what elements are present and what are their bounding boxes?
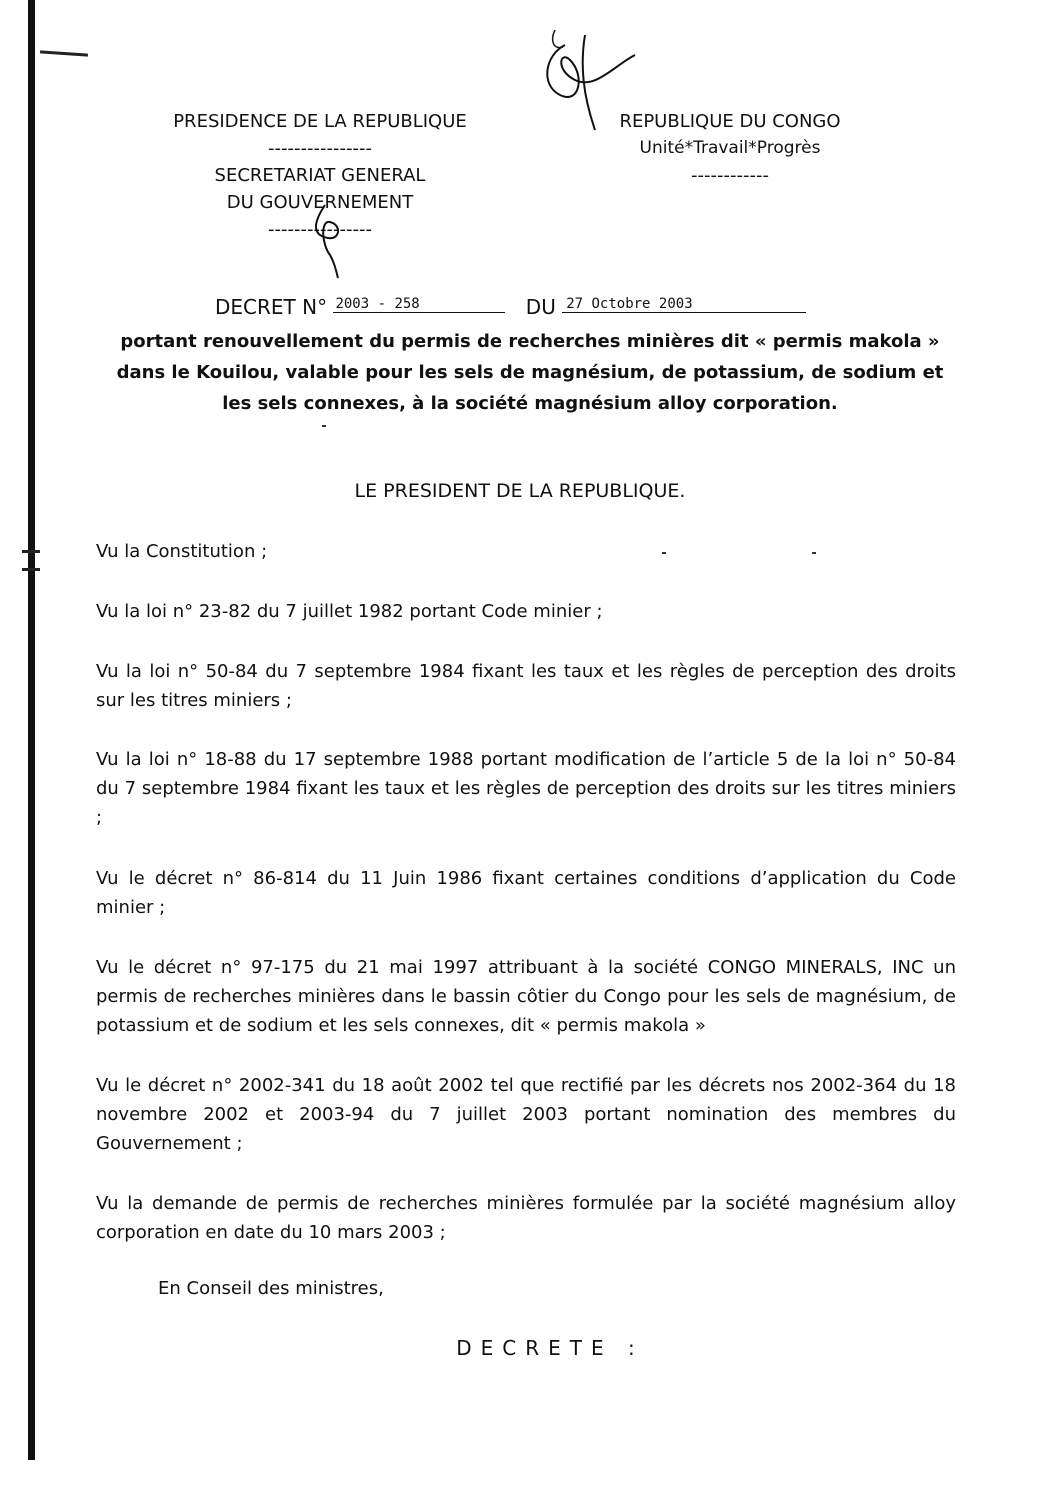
subject-line: les sels connexes, à la société magnésium alloy corporation. — [222, 393, 838, 414]
scan-mark — [22, 568, 40, 571]
subject-line: dans le Kouilou, valable pour les sels de magnésium, de potassium, de sodium et — [116, 362, 944, 383]
president-heading: LE PRESIDENT DE LA REPUBLIQUE. — [354, 480, 686, 502]
presidence-title: PRESIDENCE DE LA REPUBLIQUE — [173, 111, 467, 132]
visa-paragraph: Vu le décret n° 86-814 du 11 Juin 1986 fixant certaines conditions d’application du Code minier ; — [96, 868, 956, 918]
visa-paragraph: Vu la loi n° 23-82 du 7 juillet 1982 portant Code minier ; — [96, 601, 603, 622]
decree-date-label: DU — [525, 295, 556, 319]
scan-border-line — [28, 0, 35, 1460]
conseil-line: En Conseil des ministres, — [158, 1278, 384, 1299]
separator: ------------ — [691, 165, 769, 186]
visa-paragraph: Vu la demande de permis de recherches minières formulée par la société magnésium alloy corporation en date du 10 mars 2003 ; — [96, 1193, 956, 1243]
decree-subject — [100, 326, 960, 419]
handwritten-paraph — [300, 200, 360, 280]
separator: ---------------- — [268, 138, 372, 159]
visa-paragraph: Vu la loi n° 50-84 du 7 septembre 1984 fixant les taux et les règles de perception des droits sur les titres miniers ; — [96, 661, 956, 711]
decrete-heading: DECRETE : — [456, 1336, 644, 1360]
secretariat-title: SECRETARIAT GENERAL — [214, 165, 426, 186]
scan-speck — [812, 552, 816, 554]
visa-paragraph: Vu le décret n° 97-175 du 21 mai 1997 attribuant à la société CONGO MINERALS, INC un permis de recherches minières dans le bassin côtier du Congo pour les sels de magnésium, de potassium et de sodium et les sels connexes, dit « permis makola » — [96, 957, 956, 1036]
visa-paragraph: Vu le décret n° 2002-341 du 18 août 2002 tel que rectifié par les décrets nos 2002-364 du 18 novembre 2002 et 2003-94 du 7 juillet 2003 portant nomination des membres du Gouvernement ; — [96, 1075, 956, 1154]
scan-speck — [322, 425, 326, 427]
visa-paragraph: Vu la Constitution ; — [96, 541, 268, 562]
visa-paragraph: Vu la loi n° 18-88 du 17 septembre 1988 portant modification de l’article 5 de la loi n° 50-84 du 7 septembre 1984 fixant les taux et les règles de perception des droits sur les titres miniers ; — [96, 749, 956, 828]
scan-mark — [22, 550, 40, 553]
subject-line: portant renouvellement du permis de recherches minières dit « permis makola » — [120, 331, 940, 352]
separator: ---------------- — [268, 219, 372, 240]
decree-number: 2003 - 258 — [333, 296, 505, 313]
decree-label: DECRET N° — [215, 295, 328, 319]
handwritten-signature — [525, 25, 655, 135]
gouvernement-title: DU GOUVERNEMENT — [226, 192, 414, 213]
scan-mark — [40, 50, 88, 56]
decree-date: 27 Octobre 2003 — [562, 296, 806, 313]
republic-title: REPUBLIQUE DU CONGO — [619, 111, 841, 132]
decree-number-line — [215, 295, 806, 319]
national-motto: Unité*Travail*Progrès — [639, 138, 821, 158]
scan-speck — [662, 552, 666, 554]
